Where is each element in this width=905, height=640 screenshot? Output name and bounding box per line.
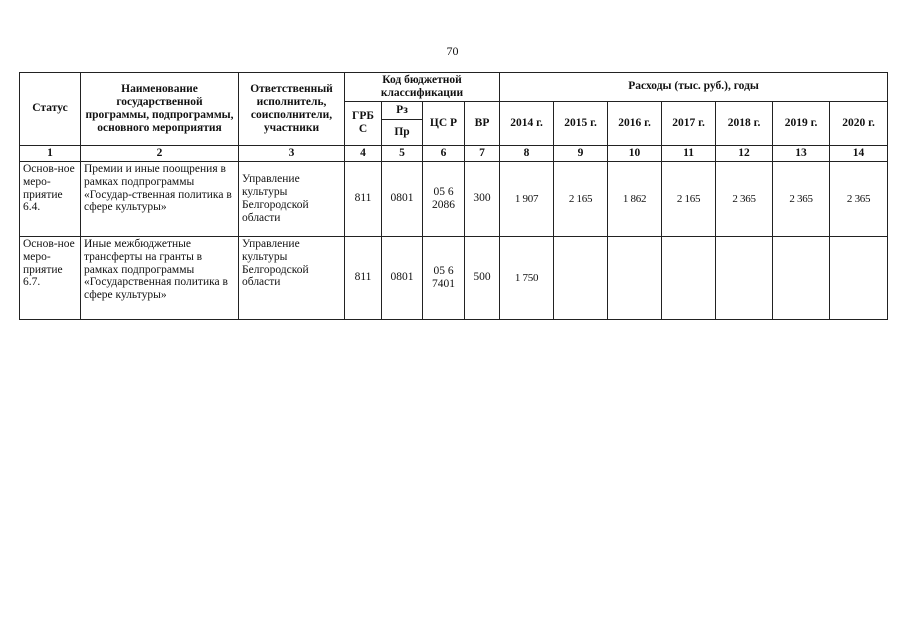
header-year-2017: 2017 г. [662,101,716,145]
header-year-2014: 2014 г. [500,101,554,145]
column-number: 11 [662,145,716,161]
budget-table [19,72,888,320]
row-responsible: Управление культуры Белгородской области [239,236,345,319]
row-amount-2019 [773,236,830,319]
header-name: Наименование государственной программы, подпрограммы, основного мероприятия [81,73,239,146]
header-budget-code: Код бюджетной классификации [345,73,500,102]
header-grbs: ГРБ С [345,101,382,145]
header-responsible: Ответственный исполнитель, соисполнители, участники [239,73,345,146]
row-rzpr: 0801 [382,236,423,319]
row-status: Основ-ное меро-приятие 6.7. [20,236,81,319]
header-vr: ВР [465,101,500,145]
row-amount-2017 [662,236,716,319]
row-amount-2014: 1 750 [500,236,554,319]
column-number: 10 [608,145,662,161]
header-rz: Рз [382,101,423,119]
column-number: 5 [382,145,423,161]
row-amount-2019: 2 365 [773,161,830,236]
row-csr: 05 6 2086 [423,161,465,236]
column-number: 6 [423,145,465,161]
row-amount-2015: 2 165 [554,161,608,236]
row-amount-2016: 1 862 [608,161,662,236]
column-number: 13 [773,145,830,161]
column-number: 7 [465,145,500,161]
column-number: 3 [239,145,345,161]
header-status: Статус [20,73,81,146]
row-amount-2014: 1 907 [500,161,554,236]
column-number: 4 [345,145,382,161]
row-amount-2018: 2 365 [716,161,773,236]
header-year-2019: 2019 г. [773,101,830,145]
row-csr: 05 6 7401 [423,236,465,319]
row-amount-2017: 2 165 [662,161,716,236]
header-year-2015: 2015 г. [554,101,608,145]
header-expenses: Расходы (тыс. руб.), годы [500,73,888,102]
header-year-2020: 2020 г. [830,101,888,145]
header-pr: Пр [382,119,423,145]
column-number: 9 [554,145,608,161]
row-amount-2020 [830,236,888,319]
column-number: 2 [81,145,239,161]
column-number-row [20,145,888,161]
row-name: Иные межбюджетные трансферты на гранты в рамках подпрограммы «Государственная политика в сфере культуры» [81,236,239,319]
table-row [20,236,888,319]
row-amount-2020: 2 365 [830,161,888,236]
row-vr: 500 [465,236,500,319]
row-rzpr: 0801 [382,161,423,236]
column-number: 8 [500,145,554,161]
row-vr: 300 [465,161,500,236]
header-year-2018: 2018 г. [716,101,773,145]
column-number: 14 [830,145,888,161]
row-amount-2015 [554,236,608,319]
row-status: Основ-ное меро-приятие 6.4. [20,161,81,236]
column-number: 12 [716,145,773,161]
header-csr: ЦС Р [423,101,465,145]
row-name: Премии и иные поощрения в рамках подпрограммы «Государ-ственная политика в сфере культуры» [81,161,239,236]
column-number: 1 [20,145,81,161]
row-amount-2016 [608,236,662,319]
row-amount-2018 [716,236,773,319]
row-grbs: 811 [345,236,382,319]
page-number: 70 [446,44,459,58]
table-row [20,161,888,236]
row-responsible: Управление культуры Белгородской области [239,161,345,236]
header-year-2016: 2016 г. [608,101,662,145]
row-grbs: 811 [345,161,382,236]
